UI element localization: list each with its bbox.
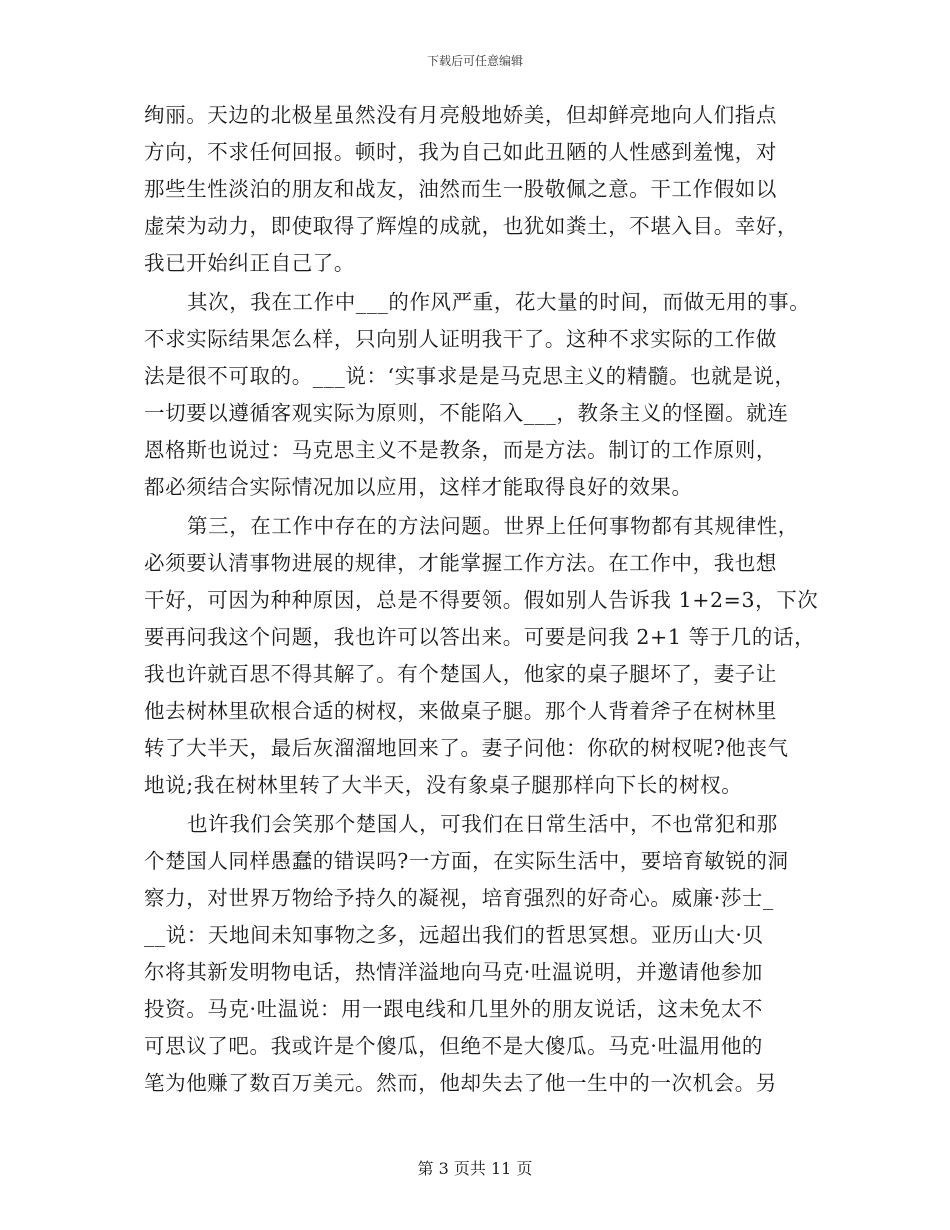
text-line: 个楚国人同样愚蠢的错误吗?一方面，在实际生活中，要培育敏锐的洞 [144,849,789,873]
text-line: __说：天地间未知事物之多，远超出我们的哲思冥想。亚历山大·贝 [144,923,764,947]
paragraph-first-line: 也许我们会笑那个楚国人，可我们在日常生活中，不也常犯和那 [187,812,778,836]
text-line: 方向，不求任何回报。顿时，我为自己如此丑陋的人性感到羞愧，对 [144,140,777,164]
text-line: 都必须结合实际情况加以应用，这样才能取得良好的效果。 [144,475,693,499]
text-line: 我也许就百思不得其解了。有个楚国人，他家的桌子腿坏了，妻子让 [144,662,777,686]
paragraph-first-line: 其次，我在工作中___的作风严重，花大量的时间，而做无用的事。 [187,290,811,314]
text-line: 恩格斯也说过：马克思主义不是教条，而是方法。制订的工作原则， [144,438,777,462]
text-line: 他去树林里砍根合适的树杈，来做桌子腿。那个人背着斧子在树林里 [144,699,777,723]
paragraph-first-line: 第三，在工作中存在的方法问题。世界上任何事物都有其规律性， [187,514,799,538]
text-line: 可思议了吧。我或许是个傻瓜，但绝不是大傻瓜。马克·吐温用他的 [144,1034,764,1058]
text-line: 一切要以遵循客观实际为原则，不能陷入___，教条主义的怪圈。就连 [144,401,789,425]
text-line: 干好，可因为种种原因，总是不得要领。假如别人告诉我 1+2=3，下次 [144,588,819,612]
text-line: 必须要认清事物进展的规律，才能掌握工作方法。在工作中，我也想 [144,551,777,575]
page-footer: 第 3 页共 11 页 [417,1159,533,1178]
text-line: 察力，对世界万物给予持久的凝视，培育强烈的好奇心。威廉·莎士_ [144,886,774,910]
page-header: 下载后可任意编辑 [426,54,523,68]
text-line: 地说;我在树林里转了大半天，没有象桌子腿那样向下长的树杈。 [144,773,743,797]
text-line: 转了大半天，最后灰溜溜地回来了。妻子问他：你砍的树杈呢?他丧气 [144,736,789,760]
text-line: 我已开始纠正自己了。 [144,251,355,275]
text-line: 要再问我这个问题，我也许可以答出来。可要是问我 2+1 等于几的话， [144,625,816,649]
text-line: 笔为他赚了数百万美元。然而，他却失去了他一生中的一次机会。另 [144,1071,777,1095]
text-line: 虚荣为动力，即使取得了辉煌的成就，也犹如粪土，不堪入目。幸好， [144,214,799,238]
text-line: 那些生性淡泊的朋友和战友，油然而生一股敬佩之意。干工作假如以 [144,177,777,201]
text-line: 法是很不可取的。___说：‘实事求是是马克思主义的精髓。也就是说， [144,364,796,388]
text-line: 绚丽。天边的北极星虽然没有月亮般地娇美，但却鲜亮地向人们指点 [144,103,777,127]
text-line: 尔将其新发明物电话，热情洋溢地向马克·吐温说明，并邀请他参加 [144,960,764,984]
text-line: 不求实际结果怎么样，只向别人证明我干了。这种不求实际的工作做 [144,327,777,351]
text-line: 投资。马克·吐温说：用一跟电线和几里外的朋友说话，这未免太不 [144,997,764,1021]
